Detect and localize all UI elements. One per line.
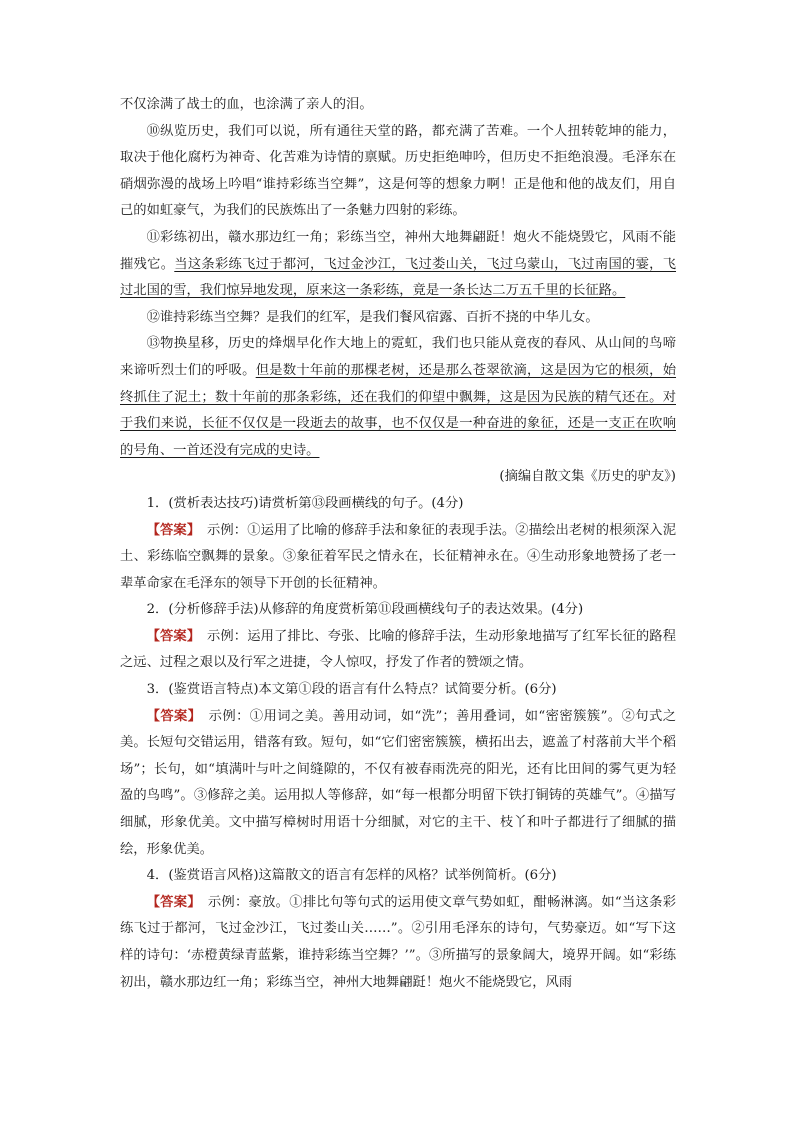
question-3: 3．(鉴赏语言特点)本文第①段的语言有什么特点？试简要分析。(6分) <box>146 682 557 698</box>
answer-4 <box>120 890 676 996</box>
document-page <box>120 92 676 996</box>
question-4: 4．(鉴赏语言风格)这篇散文的语言有怎样的风格？试举例简析。(6分) <box>146 868 557 884</box>
paragraph-12: ⑫谁持彩练当空舞？是我们的红军，是我们餐风宿露、百折不挠的中华儿女。 <box>146 309 599 325</box>
question-1: 1．(赏析表达技巧)请赏析第⑬段画横线的句子。(4分) <box>146 495 464 511</box>
paragraph-10: ⑩纵览历史，我们可以说，所有通往天堂的路，都充满了苦难。一个人扭转乾坤的能力，取决于他化腐朽为神奇、化苦难为诗情的禀赋。历史拒绝呻吟，但历史不拒绝浪漫。毛泽东在硝烟弥漫的战场上吟唱“谁持彩练当空舞”，这是何等的想象力啊！正是他和他的战友们，用自己的如虹豪气，为我们的民族炼出了一条魅力四射的彩练。 <box>120 123 676 219</box>
answer-3 <box>120 704 676 864</box>
passage-continuation: 不仅涂满了战士的血，也涂满了亲人的泪。 <box>120 97 373 112</box>
answer-text: 示例：运用了排比、夸张、比喻的修辞手法，生动形象地描写了红军长征的路程之远、过程之艰以及行军之进捷，令人惊叹，抒发了作者的赞颂之情。 <box>120 628 677 671</box>
paragraph-11 <box>120 225 676 305</box>
question-2: 2．(分析修辞手法)从修辞的角度赏析第⑪段画横线句子的表达效果。(4分) <box>146 602 584 618</box>
answer-text: 示例：①运用了比喻的修辞手法和象征的表现手法。②描绘出老树的根须深入泥土、彩练临空飘舞的景象。③象征着军民之情永在，长征精神永在。④生动形象地赞扬了老一辈革命家在毛泽东的领导下开创的长征精神。 <box>120 522 677 591</box>
answer-label: 【 答案 】 <box>147 629 194 644</box>
paragraph-11-underlined: 当这条彩练飞过于都河，飞过金沙江，飞过娄山关，飞过乌蒙山，飞过南国的霎，飞过北国的雪，我们惊异地发现，原来这一条彩练，竟是一条长达二万五千里的长征路。 <box>120 256 677 299</box>
answer-text: 示例：豪放。①排比句等句式的运用使文章气势如虹，酣畅淋漓。如“当这条彩练飞过于都河，飞过金沙江，飞过娄山关……”。②引用毛泽东的诗句，气势豪迈。如“写下这样的诗句：‘赤橙黄绿青蓝紫，谁持彩练当空舞？’”。③所描写的景象阔大，境界开阔。如“彩练初出，赣水那边红一角；彩练当空，神州大地舞翩跹！炮火不能烧毁它，风雨 <box>120 894 677 990</box>
answer-label: 【 答案 】 <box>147 709 195 724</box>
answer-text: 示例：①用词之美。善用动词，如“洗”；善用叠词，如“密密簇簇”。②句式之美。长短句交错运用，错落有致。短句，如“它们密密簇簇，横拓出去，遮盖了村落前大半个稻场”；长句，如“填满叶与叶之间缝隙的，不仅有被春雨洗亮的阳光，还有比田间的雾气更为轻盈的鸟鸣”。③修辞之美。运用拟人等修辞，如“每一根都分明留下铁打铜铸的英雄气”。④描写细腻，形象优美。文中描写樟树时用语十分细腻，对它的主干、枝丫和叶子都进行了细腻的描绘，形象优美。 <box>120 708 677 857</box>
answer-2 <box>120 624 676 677</box>
answer-label: 【 答案 】 <box>147 895 195 910</box>
paragraph-13 <box>120 331 676 464</box>
paragraph-11-text: ⑪彩练初出，赣水那边红一角；彩练当空，神州大地舞翩跹！炮火不能烧毁它，风雨不能摧残它。 <box>120 229 676 272</box>
answer-label: 【 答案 】 <box>147 523 194 538</box>
paragraph-13-underlined: 但是数十年前的那棵老树，还是那么苍翠欲滴，这是因为它的根须，始终抓住了泥土；数十年前的那条彩练，还在我们的仰望中飘舞，这是因为民族的精气还在。对于我们来说，长征不仅仅是一段逝去的故事，也不仅仅是一种奋进的象征，还是一支正在吹响的号角、一首还没有完成的史诗。 <box>120 362 677 458</box>
paragraph-13-text: ⑬物换星移，历史的烽烟早化作大地上的霓虹，我们也只能从竟夜的春风、从山间的鸟啼来谛听烈士们的呼吸。 <box>120 336 676 378</box>
answer-1 <box>120 518 676 598</box>
source-citation: (摘编自散文集《历史的驴友》) <box>499 469 676 485</box>
